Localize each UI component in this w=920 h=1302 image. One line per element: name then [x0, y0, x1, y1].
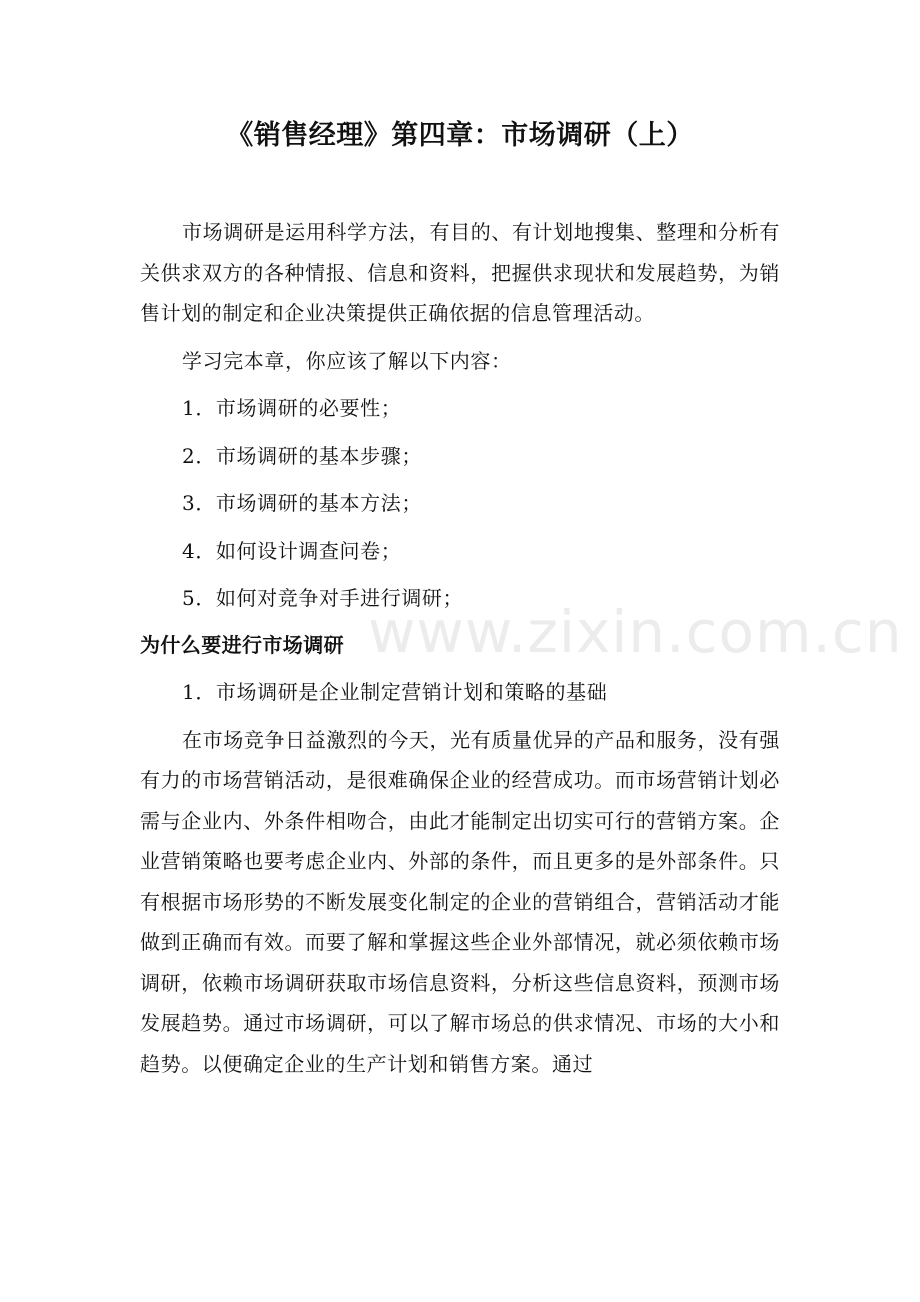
list-item: 4．如何设计调查问卷；: [182, 538, 402, 563]
document-body: [140, 212, 780, 1084]
section-subheading: 1．市场调研是企业制定营销计划和策略的基础: [182, 680, 608, 704]
list-item: 2．市场调研的基本步骤；: [182, 443, 422, 468]
intro-paragraph: 市场调研是运用科学方法，有目的、有计划地搜集、整理和分析有关供求双方的各种情报、信息和资料，把握供求现状和发展趋势，为销售计划的制定和企业决策提供正确依据的信息管理活动。: [140, 220, 780, 325]
intro-lead: 学习完本章，你应该了解以下内容：: [182, 348, 512, 373]
section-heading: 为什么要进行市场调研: [140, 632, 344, 657]
list-item: 5．如何对竞争对手进行调研；: [182, 586, 464, 610]
section-paragraph: 在市场竞争日益激烈的今天，光有质量优异的产品和服务，没有强有力的市场营销活动，是很难确保企业的经营成功。而市场营销计划必需与企业内、外条件相吻合，由此才能制定出切实可行的营销方案。企业营销策略也要考虑企业内、外部的条件，而且更多的是外部条件。只有根据市场形势的不断发展变化制定的企业的营销组合，营销活动才能做到正确而有效。而要了解和掌握这些企业外部情况，就必须依赖市场调研，依赖市场调研获取市场信息资料，分析这些信息资料，预测市场发展趋势。通过市场调研，可以了解市场总的供求情况、市场的大小和趋势。以便确定企业的生产计划和销售方案。通过: [140, 727, 780, 1076]
list-item: 3．市场调研的基本方法；: [182, 491, 422, 515]
document-title: 《销售经理》第四章：市场调研（上）: [226, 120, 694, 151]
list-item: 1．市场调研的必要性；: [182, 396, 402, 420]
watermark: www.zixin.com.cn: [368, 598, 903, 666]
